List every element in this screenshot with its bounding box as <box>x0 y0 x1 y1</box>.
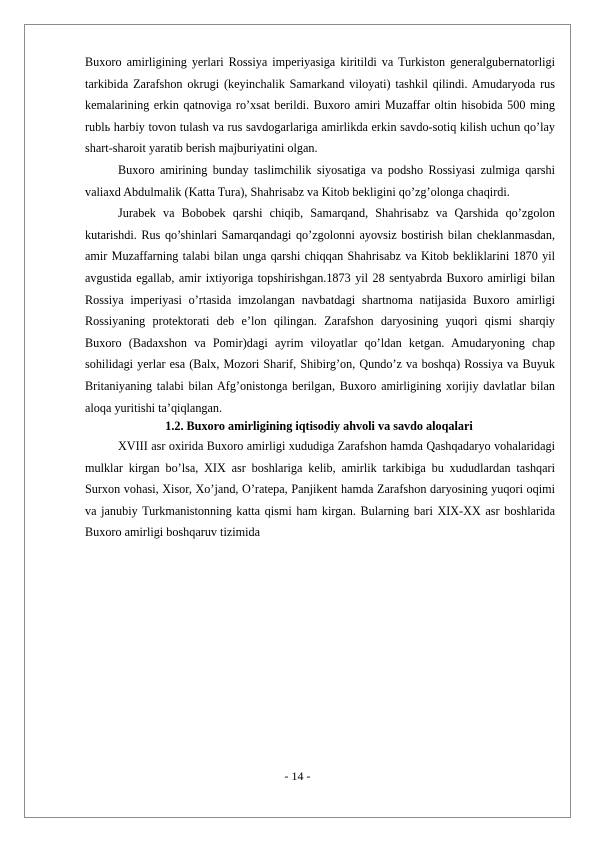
paragraph-3: Jurabek va Bobobek qarshi chiqib, Samarqand, Shahrisabz va Qarshida qo’zgolon kutarishdi. Rus qo’shinlari Samarqandagi qo’zgolonni ayovsiz bostirish bilan cheklanmasdan, amir Muzaffarning talabi bilan unga qarshi chiqqan Shahrisabz va Kitob bekliklarini 1870 yil avgustida egallab, amir ixtiyoriga topshirishgan.1873 yil 28 sentyabrda Buxoro amirligi bilan Rossiya imperiyasi o’rtasida imzolangan navbatdagi shartnoma natijasida Buxoro amirligi Rossiyaning protektorati deb e’lon qilingan. Zarafshon daryosining yuqori qismi sharqiy Buxoro (Badaxshon va Pomir)dagi ayrim viloyatlar qo’ldan ketgan. Amudaryoning chap sohilidagi yerlar esa (Balx, Mozori Sharif, Shibirg’on, Qundo’z va boshqa) Rossiya va Buyuk Britaniyaning talabi bilan Afg’onistonga berilgan, Buxoro amirligining xorijiy davlatlar bilan aloqa yuritishi ta’qiqlangan. <box>85 206 555 415</box>
page-number: - 14 - <box>284 769 311 783</box>
section-heading: 1.2. Buxoro amirligining iqtisodiy ahvoli va savdo aloqalari <box>165 419 473 434</box>
paragraph-1: Buxoro amirligining yerlari Rossiya imperiyasiga kiritildi va Turkiston generalgubernatorligi tarkibida Zarafshon okrugi (keyinchalik Samarkand viloyati) tashkil qilindi. Amudaryoda rus kemalarining erkin qatnoviga ro’xsat berildi. Buxoro amiri Muzaffar oltin hisobida 500 ming rublь harbiy tovon tulash va rus savdogarlariga amirlikda erkin savdo-sotiq kilish uchun qo’lay shart-sharoit yaratib berish majburiyatini olgan. <box>85 55 555 156</box>
document-body <box>85 52 555 544</box>
paragraph-2: Buxoro amirining bunday taslimchilik siyosatiga va podsho Rossiyasi zulmiga qarshi valiaxd Abdulmalik (Katta Tura), Shahrisabz va Kitob bekligini qo’zg’olonga chaqirdi. <box>85 162 555 199</box>
paragraph-4: XVIII asr oxirida Buxoro amirligi xududiga Zarafshon hamda Qashqadaryo vohalaridagi mulklar kirgan bo’lsa, XIX asr boshlariga kelib, amirlik tarkibiga bu xududlardan tashqari Surxon vohasi, Xisor, Xo’jand, O’ratepa, Panjikent hamda Zarafshon daryosining yuqori oqimi va janubiy Turkmanistonning katta qismi ham kirgan. Bularning bari XIX-XX asr boshlarida Buxoro amirligi boshqaruv tizimida <box>85 439 555 540</box>
